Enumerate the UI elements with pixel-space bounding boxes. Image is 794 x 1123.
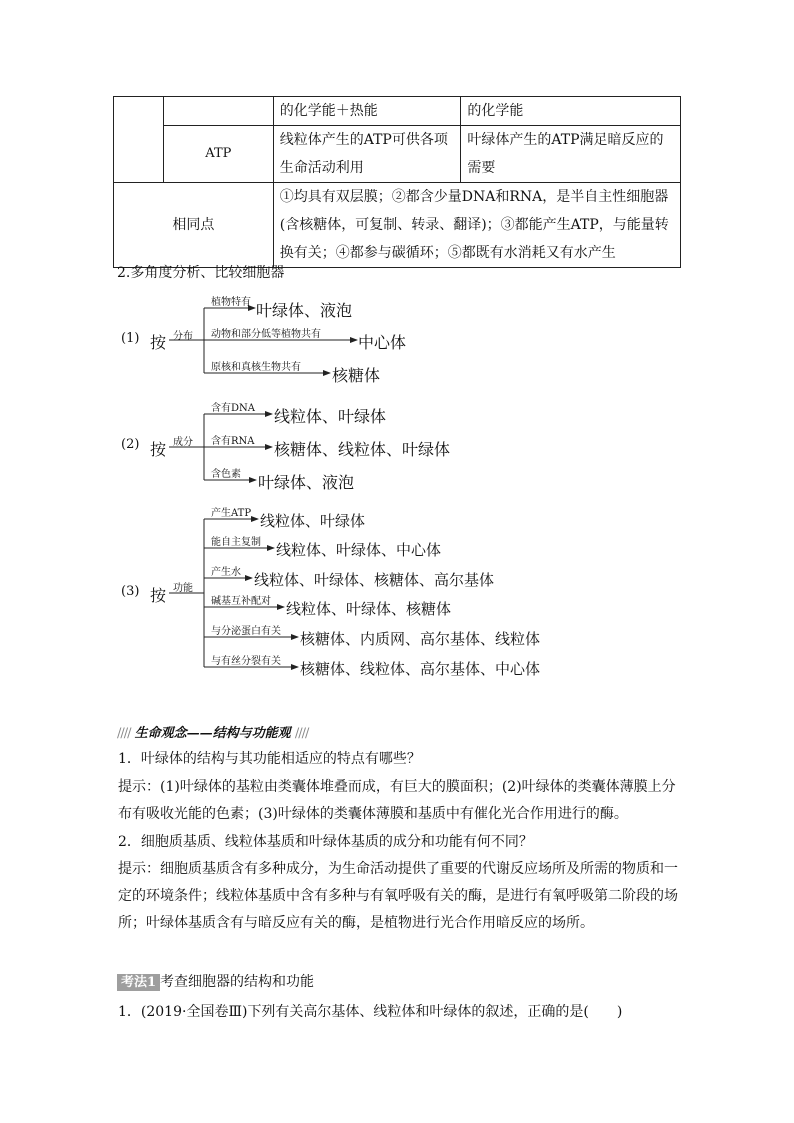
branch-label: 产生ATP	[211, 508, 252, 519]
branch-result: 线粒体、叶绿体、核糖体、高尔基体	[254, 571, 495, 589]
question-2: 2．细胞质基质、线粒体基质和叶绿体基质的成分和功能有何不同？	[118, 834, 533, 850]
diagram-root: 按	[150, 440, 167, 459]
table-cell: 的化学能	[461, 97, 681, 126]
method-heading	[117, 971, 314, 991]
branch-label: 能自主复制	[211, 537, 261, 548]
branch-result: 核糖体、线粒体、叶绿体	[274, 440, 451, 459]
section-banner	[117, 722, 308, 741]
diagram-number: (2)	[121, 437, 140, 452]
table-row-label: 相同点	[114, 183, 274, 268]
branch-result: 线粒体、叶绿体	[274, 407, 387, 426]
table-cell: 的化学能＋热能	[273, 97, 461, 126]
diagram-branch-label: 功能	[173, 583, 193, 594]
diagram-number: (3)	[121, 584, 140, 599]
branch-result: 核糖体、内质网、高尔基体、线粒体	[300, 630, 541, 648]
section-title: 2.多角度分析、比较细胞器	[117, 265, 285, 281]
banner-title: 生命观念——结构与功能观	[134, 726, 291, 741]
branch-label: 碱基互补配对	[211, 596, 271, 607]
branch-label: 含有RNA	[211, 436, 255, 447]
table-row-label: ATP	[163, 126, 273, 183]
branch-label: 与有丝分裂有关	[211, 656, 281, 667]
branch-result: 中心体	[358, 333, 407, 352]
branch-result: 线粒体、叶绿体	[260, 512, 366, 530]
diagram-root: 按	[150, 333, 167, 352]
branch-result: 线粒体、叶绿体、核糖体	[286, 600, 452, 618]
diagram-root: 按	[150, 586, 167, 605]
method-tag: 考法1	[117, 974, 160, 991]
table-cell: 线粒体产生的ATP可供各项生命活动利用	[273, 126, 461, 183]
diagram-branch-label: 分布	[173, 331, 193, 342]
diagram-branch-label: 成分	[173, 437, 193, 448]
branch-result: 核糖体	[332, 366, 381, 385]
banner-stripes-right: ////	[294, 726, 309, 741]
question-1: 1．叶绿体的结构与其功能相适应的特点有哪些？	[118, 751, 421, 767]
branch-result: 叶绿体、液泡	[258, 473, 355, 492]
answer-2: 提示：细胞质基质含有多种成分，为生命活动提供了重要的代谢反应场所及所需的物质和一定的环境条件；线粒体基质中含有多种与有氧呼吸有关的酶，是进行有氧呼吸第二阶段的场所；叶绿体基质含有与暗反应有关的酶，是植物进行光合作用暗反应的场所。	[118, 861, 678, 931]
branch-label: 与分泌蛋白有关	[211, 626, 281, 637]
branch-label: 含色素	[211, 469, 241, 480]
branch-label: 产生水	[211, 567, 241, 578]
branch-result: 叶绿体、液泡	[256, 301, 353, 320]
branch-result: 核糖体、线粒体、高尔基体、中心体	[300, 660, 541, 678]
branch-result: 线粒体、叶绿体、中心体	[276, 541, 442, 559]
branch-label: 植物特有	[211, 297, 251, 308]
branch-label: 含有DNA	[211, 403, 255, 414]
banner-stripes-left: ////	[117, 726, 131, 741]
exam-question: 1．(2019·全国卷Ⅲ)下列有关高尔基体、线粒体和叶绿体的叙述，正确的是( )	[118, 1004, 623, 1020]
method-title: 考查细胞器的结构和功能	[160, 974, 315, 990]
branch-label: 原核和真核生物共有	[211, 362, 301, 373]
table-cell: ①均具有双层膜；②都含少量DNA和RNA，是半自主性细胞器(含核糖体，可复制、转录、翻译)；③都能产生ATP，与能量转换有关；④都参与碳循环；⑤都既有水消耗又有水产生	[273, 183, 680, 268]
diagram-number: (1)	[121, 331, 140, 346]
table-cell: 叶绿体产生的ATP满足暗反应的需要	[461, 126, 681, 183]
answer-1: 提示：(1)叶绿体的基粒由类囊体堆叠而成，有巨大的膜面积；(2)叶绿体的类囊体薄膜上分布有吸收光能的色素；(3)叶绿体的类囊体薄膜和基质中有催化光合作用进行的酶。	[118, 779, 676, 822]
branch-label: 动物和部分低等植物共有	[211, 329, 321, 340]
